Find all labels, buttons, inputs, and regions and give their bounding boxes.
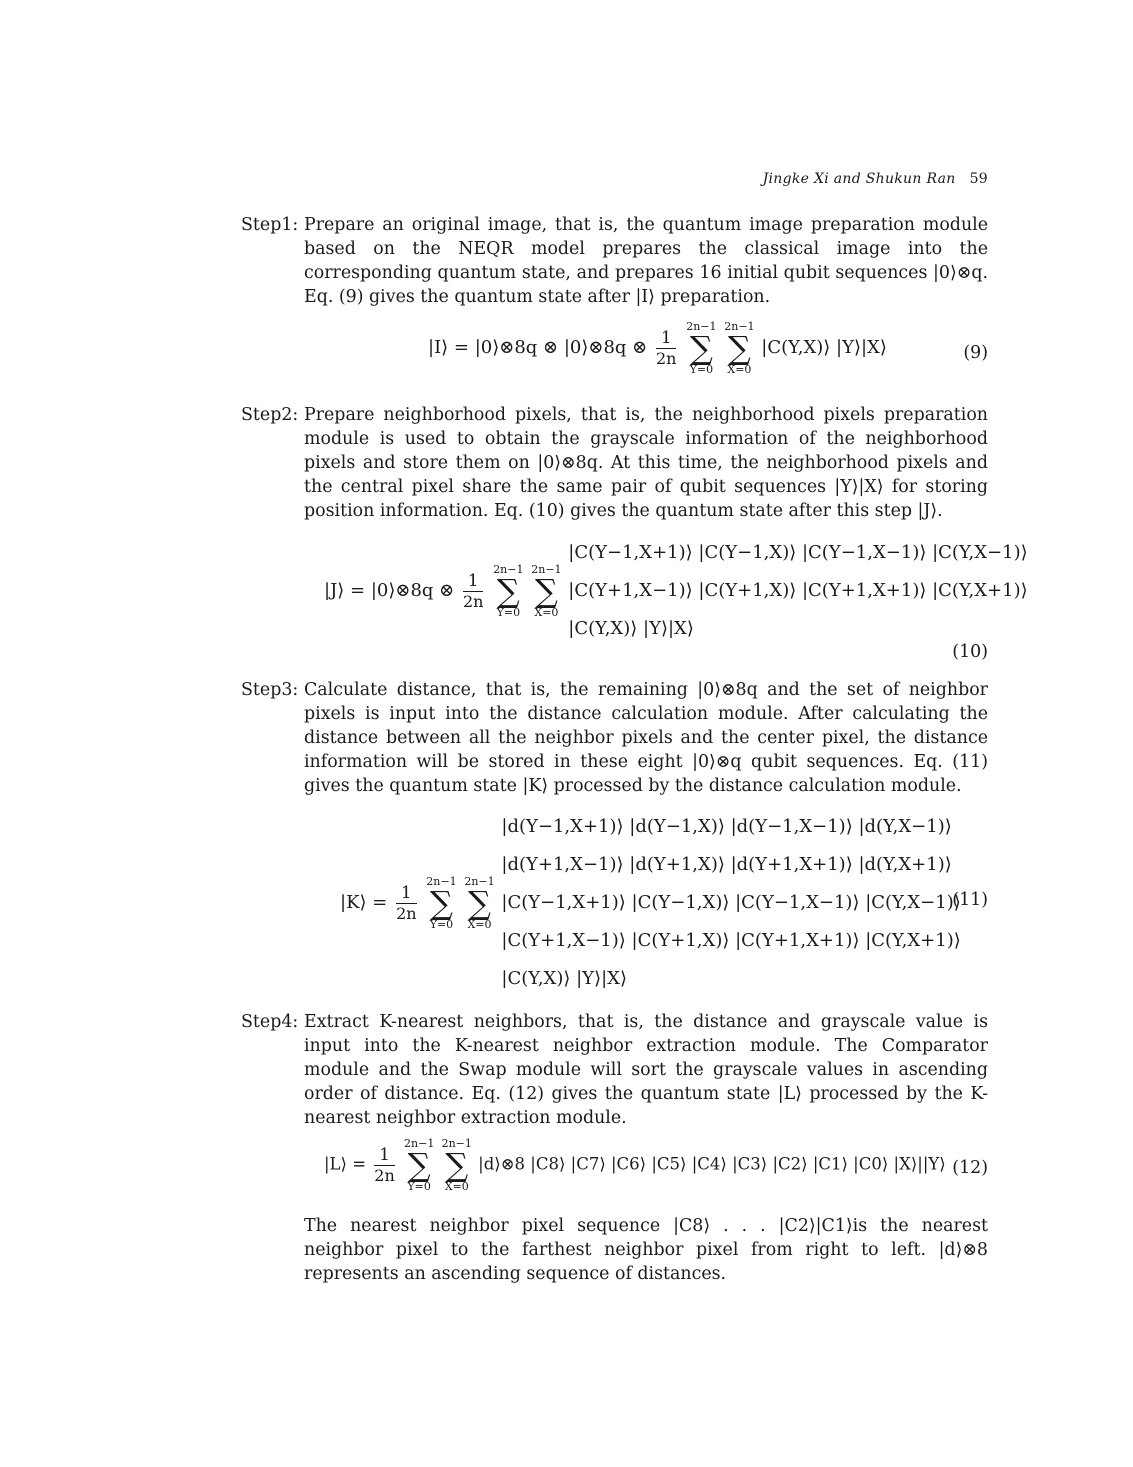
eq12-lhs: |L⟩ = xyxy=(324,1154,367,1174)
eq9-rhs: |C(Y,X)⟩ |Y⟩|X⟩ xyxy=(761,337,887,358)
header-authors: Jingke Xi and Shukun Ran xyxy=(762,171,956,187)
eq10-sum-y-upper: 2n−1 xyxy=(493,563,524,576)
eq9-frac-num: 1 xyxy=(656,328,676,349)
eq12-sum-x-upper: 2n−1 xyxy=(441,1137,472,1150)
eq12-sum-y: 2n−1 ∑ Y=0 xyxy=(404,1137,435,1193)
eq11-frac-num: 1 xyxy=(396,883,416,904)
eq10-sum-y: 2n−1 ∑ Y=0 xyxy=(493,563,524,619)
step-3-text: Calculate distance, that is, the remaining |0⟩⊗8q and the set of neighbor pixels is input into the distance calculation module. After calculating the distance between all the neighbor pixels and the center pixel, the distance information will be stored in these eight |0⟩⊗q qubit sequences. Eq. (11) gives the quantum state |K⟩ processed by the distance calculation module. xyxy=(304,680,988,796)
eq9-fraction xyxy=(656,328,676,369)
eq11-sum-y-upper: 2n−1 xyxy=(426,875,457,888)
eq9-number: (9) xyxy=(963,343,988,363)
eq10-lhs: |J⟩ = |0⟩⊗8q ⊗ xyxy=(324,580,455,601)
eq10-number: (10) xyxy=(952,642,988,662)
eq11-row: |d(Y+1,X−1)⟩ |d(Y+1,X)⟩ |d(Y+1,X+1)⟩ |d(Y,X+1)⟩ xyxy=(501,854,952,875)
running-header xyxy=(763,171,988,187)
eq10-sum-y-lower: Y=0 xyxy=(496,606,521,619)
step-2-text: Prepare neighborhood pixels, that is, the neighborhood pixels preparation module is used to obtain the grayscale information of the neighborhood pixels and store them on |0⟩⊗8q. At this time, the neighborhood pixels and the central pixel share the same pair of qubit sequences |Y⟩|X⟩ for storing position information. Eq. (10) gives the quantum state after this step |J⟩. xyxy=(304,405,988,521)
eq9-sum-y-upper: 2n−1 xyxy=(686,320,717,333)
eq12-frac-den: 2n xyxy=(374,1165,395,1185)
closing-paragraph: The nearest neighbor pixel sequence |C8⟩ . . . |C2⟩|C1⟩is the nearest neighbor pixel to the farthest neighbor pixel from right to left. |d⟩⊗8 represents an ascending sequence of distances. xyxy=(304,1216,988,1284)
eq11-sum-x: 2n−1 ∑ X=0 xyxy=(464,875,495,931)
eq10-row: |C(Y,X)⟩ |Y⟩|X⟩ xyxy=(568,618,694,639)
equation-9 xyxy=(428,320,887,376)
step-4-label: Step4: xyxy=(241,1012,299,1032)
eq11-sum-x-lower: X=0 xyxy=(467,918,492,931)
eq10-fraction xyxy=(463,571,483,612)
eq11-row: |d(Y−1,X+1)⟩ |d(Y−1,X)⟩ |d(Y−1,X−1)⟩ |d(Y,X−1)⟩ xyxy=(501,816,952,837)
step-2 xyxy=(241,403,988,523)
step-3 xyxy=(241,678,988,798)
equation-10 xyxy=(324,534,1028,648)
eq10-row: |C(Y−1,X+1)⟩ |C(Y−1,X)⟩ |C(Y−1,X−1)⟩ |C(Y,X−1)⟩ xyxy=(568,542,1028,563)
eq10-rows xyxy=(568,534,1027,648)
step-2-label: Step2: xyxy=(241,405,299,425)
eq12-sum-x-lower: X=0 xyxy=(444,1180,469,1193)
eq11-number: (11) xyxy=(952,890,988,910)
eq11-row: |C(Y,X)⟩ |Y⟩|X⟩ xyxy=(501,968,627,989)
eq11-sum-x-upper: 2n−1 xyxy=(464,875,495,888)
eq10-sum-x: 2n−1 ∑ X=0 xyxy=(531,563,562,619)
eq11-fraction xyxy=(396,883,416,924)
eq11-rows xyxy=(501,808,960,998)
eq11-lhs: |K⟩ = xyxy=(340,892,388,913)
step-4-text: Extract K-nearest neighbors, that is, the distance and grayscale value is input into the K-nearest neighbor extraction module. The Comparator module and the Swap module will sort the grayscale values in ascending order of distance. Eq. (12) gives the quantum state |L⟩ processed by the K-nearest neighbor extraction module. xyxy=(304,1012,988,1128)
eq11-frac-den: 2n xyxy=(396,903,417,923)
step-1-label: Step1: xyxy=(241,215,299,235)
eq12-fraction xyxy=(374,1145,394,1186)
eq10-sum-x-lower: X=0 xyxy=(534,606,559,619)
eq10-row: |C(Y+1,X−1)⟩ |C(Y+1,X)⟩ |C(Y+1,X+1)⟩ |C(Y,X+1)⟩ xyxy=(568,580,1028,601)
step-3-label: Step3: xyxy=(241,680,299,700)
eq10-sum-x-upper: 2n−1 xyxy=(531,563,562,576)
eq11-sum-y: 2n−1 ∑ Y=0 xyxy=(426,875,457,931)
eq9-sum-x: 2n−1 ∑ X=0 xyxy=(724,320,755,376)
eq9-sum-x-upper: 2n−1 xyxy=(724,320,755,333)
page-number: 59 xyxy=(969,171,988,187)
eq12-sum-y-upper: 2n−1 xyxy=(404,1137,435,1150)
equation-11 xyxy=(340,808,961,998)
eq12-number: (12) xyxy=(952,1158,988,1178)
eq11-sum-y-lower: Y=0 xyxy=(429,918,454,931)
eq10-frac-num: 1 xyxy=(463,571,483,592)
step-4 xyxy=(241,1010,988,1130)
eq11-row: |C(Y−1,X+1)⟩ |C(Y−1,X)⟩ |C(Y−1,X−1)⟩ |C(Y,X−1)⟩ xyxy=(501,892,961,913)
eq9-sum-y: 2n−1 ∑ Y=0 xyxy=(686,320,717,376)
eq12-sum-x: 2n−1 ∑ X=0 xyxy=(441,1137,472,1193)
eq9-sum-y-lower: Y=0 xyxy=(689,363,714,376)
eq12-frac-num: 1 xyxy=(374,1145,394,1166)
eq12-rhs: |d⟩⊗8 |C8⟩ |C7⟩ |C6⟩ |C5⟩ |C4⟩ |C3⟩ |C2⟩ |C1⟩ |C0⟩ |X⟩||Y⟩ xyxy=(478,1154,946,1174)
eq9-sum-x-lower: X=0 xyxy=(727,363,752,376)
step-1-text: Prepare an original image, that is, the quantum image preparation module based on the NEQR model prepares the classical image into the corresponding quantum state, and prepares 16 initial qubit sequences |0⟩⊗q. Eq. (9) gives the quantum state after |I⟩ preparation. xyxy=(304,215,988,307)
eq9-lhs: |I⟩ = |0⟩⊗8q ⊗ |0⟩⊗8q ⊗ xyxy=(428,337,648,358)
eq12-sum-y-lower: Y=0 xyxy=(407,1180,431,1193)
eq10-frac-den: 2n xyxy=(462,591,484,611)
step-1 xyxy=(241,213,988,309)
equation-12 xyxy=(324,1137,946,1193)
eq9-frac-den: 2n xyxy=(655,348,677,368)
eq11-row: |C(Y+1,X−1)⟩ |C(Y+1,X)⟩ |C(Y+1,X+1)⟩ |C(Y,X+1)⟩ xyxy=(501,930,961,951)
